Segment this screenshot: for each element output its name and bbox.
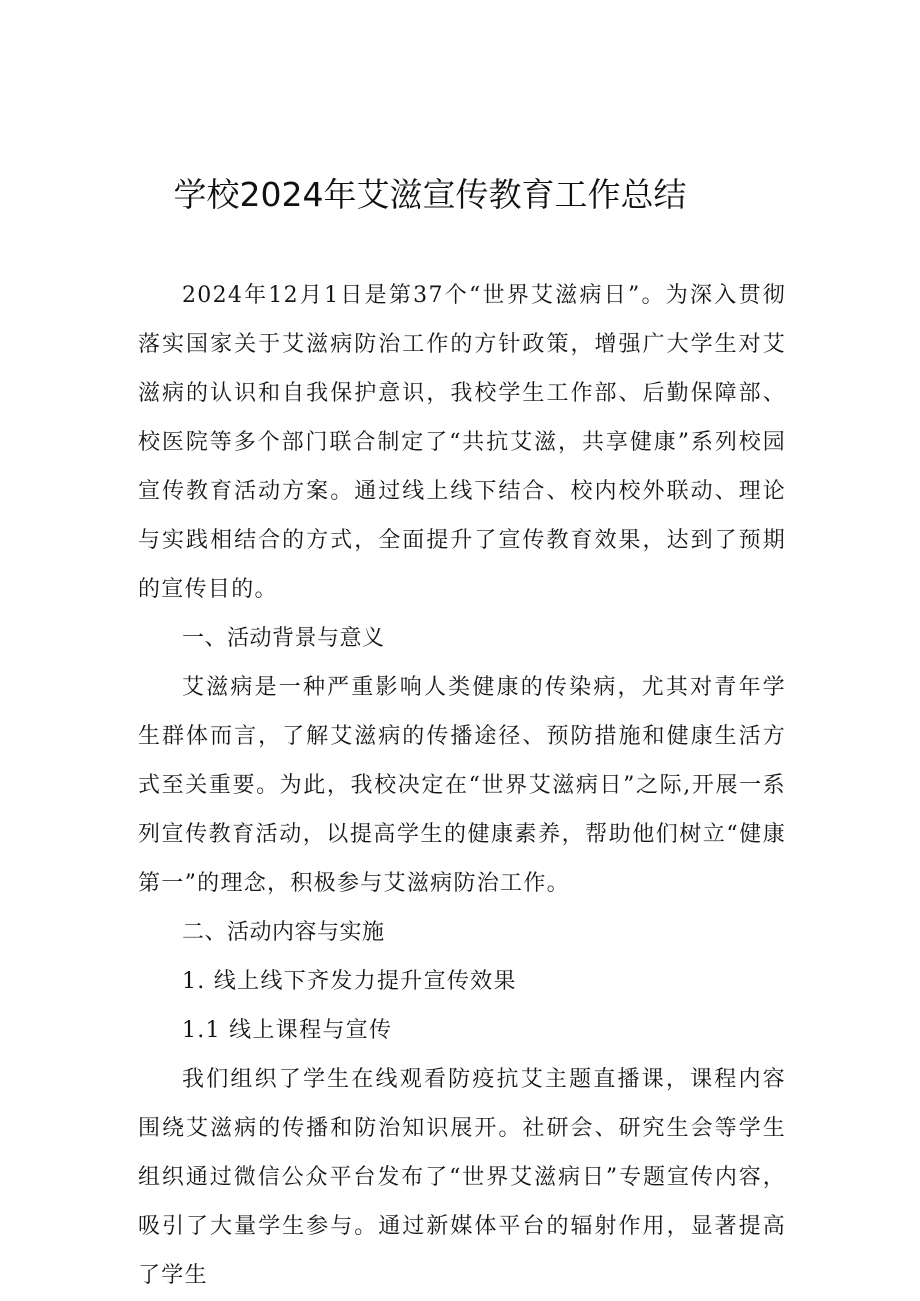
subsection-heading-online-offline: 1. 线上线下齐发力提升宣传效果 (182, 969, 517, 994)
subsection-heading-online-courses: 1.1 线上课程与宣传 (182, 1018, 393, 1043)
document-body (138, 271, 786, 1300)
online-courses-paragraph: 我们组织了学生在线观看防疫抗艾主题直播课，课程内容围绕艾滋病的传播和防治知识展开。社研会、研究生会等学生组织通过微信公众平台发布了“世界艾滋病日”专题宣传内容，吸引了大量学生参与。通过新媒体平台的辐射作用，显著提高了学生 (138, 1067, 786, 1288)
document-title: 学校2024年艾滋宣传教育工作总结 (173, 175, 687, 214)
section-heading-implementation: 二、活动内容与实施 (182, 920, 385, 945)
section-heading-background: 一、活动背景与意义 (182, 626, 385, 651)
intro-paragraph: 2024年12月1日是第37个“世界艾滋病日”。为深入贯彻落实国家关于艾滋病防治工作的方针政策，增强广大学生对艾滋病的认识和自我保护意识，我校学生工作部、后勤保障部、校医院等多个部门联合制定了“共抗艾滋，共享健康”系列校园宣传教育活动方案。通过线上线下结合、校内校外联动、理论与实践相结合的方式，全面提升了宣传教育效果，达到了预期的宣传目的。 (138, 283, 786, 602)
background-paragraph: 艾滋病是一种严重影响人类健康的传染病，尤其对青年学生群体而言，了解艾滋病的传播途径、预防措施和健康生活方式至关重要。为此，我校决定在“世界艾滋病日”之际,开展一系列宣传教育活动，以提高学生的健康素养，帮助他们树立“健康第一”的理念，积极参与艾滋病防治工作。 (138, 675, 786, 896)
